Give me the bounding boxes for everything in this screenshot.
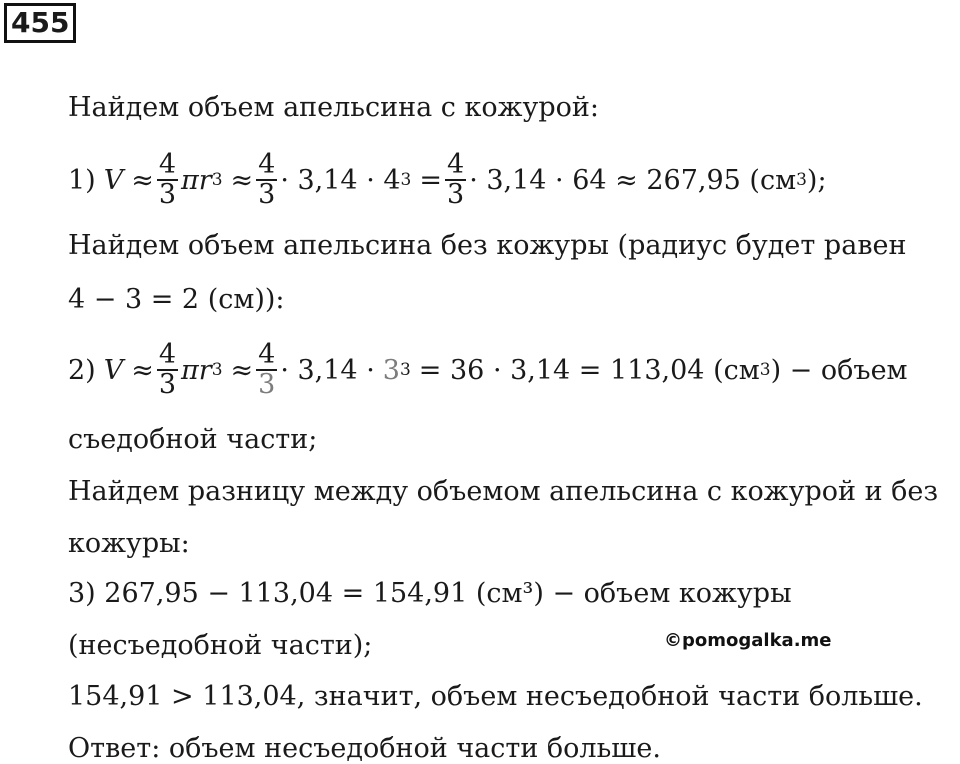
formula-line-2: 2) V ≈ $\frac{4}{3}$ πr 3 ≈ $\frac{4}{3}$ · 3,14 · 3 3 = 36 · 3,14 = 113,04 (см 3 ) − объем <box>68 338 908 400</box>
fraction-numerator: 4 <box>158 338 177 370</box>
problem-number: 455 <box>4 3 76 43</box>
fraction-numerator: 4 <box>447 148 465 180</box>
formula1-times-64: · 3,14 · 64 ≈ 267,95 (см <box>469 164 797 196</box>
formula2-rest: = 36 · 3,14 = 113,04 (см <box>418 354 760 386</box>
text-line-3: Найдем объем апельсина без кожуры (радиус будет равен <box>68 230 907 261</box>
formula2-approx: ≈ <box>131 354 154 386</box>
formula2-var: V <box>103 354 124 386</box>
formula2-three: 3 <box>382 354 400 386</box>
fraction-numerator: 4 <box>258 338 276 370</box>
watermark: ©pomogalka.me <box>664 630 832 651</box>
fraction-denominator: 3 <box>258 179 276 210</box>
formula2-times-314: · 3,14 · <box>280 354 375 386</box>
formula2-fraction-b <box>256 338 277 400</box>
formula-line-1: 1) V ≈ $\frac{4}{3}$ πr 3 ≈ $\frac{4}{3}$ · 3,14 · 4 3 = $\frac{4}{3}$ · 3,14 · 64 ≈ 267,95 (см 3 ); <box>68 148 827 210</box>
formula1-equals: = <box>419 164 442 196</box>
formula1-approx-2: ≈ <box>230 164 254 196</box>
formula2-fraction-a <box>157 338 178 400</box>
formula2-pi-r: πr <box>181 354 212 386</box>
formula1-fraction-b <box>256 148 277 210</box>
text-line-1: Найдем объем апельсина с кожурой: <box>68 92 599 123</box>
formula1-var: V <box>103 164 124 196</box>
text-line-7: Найдем разницу между объемом апельсина с кожурой и без <box>68 476 939 507</box>
text-line-9: 3) 267,95 − 113,04 = 154,91 (см³) − объем кожуры <box>68 578 792 609</box>
formula1-approx: ≈ <box>131 164 154 196</box>
text-line-4: 4 − 3 = 2 (см)): <box>68 284 285 315</box>
formula2-approx-2: ≈ <box>230 354 254 386</box>
formula1-close: ); <box>806 164 827 196</box>
formula1-fraction-c <box>445 148 466 210</box>
fraction-denominator: 3 <box>158 179 177 210</box>
formula2-prefix: 2) <box>68 354 96 386</box>
text-line-12: Ответ: объем несъедобной части больше. <box>68 733 661 764</box>
formula2-close: ) − объем <box>770 354 908 386</box>
fraction-denominator: 3 <box>158 369 177 400</box>
fraction-denominator: 3 <box>447 179 465 210</box>
fraction-numerator: 4 <box>158 148 177 180</box>
fraction-numerator: 4 <box>258 148 276 180</box>
text-line-11: 154,91 > 113,04, значит, объем несъедобной части больше. <box>68 681 923 712</box>
formula1-times-314: · 3,14 · 4 <box>280 164 401 196</box>
text-line-10: (несъедобной части); <box>68 630 373 661</box>
formula1-prefix: 1) <box>68 164 96 196</box>
text-line-6: съедобной части; <box>68 424 318 455</box>
fraction-denominator: 3 <box>258 369 276 400</box>
formula1-fraction-a <box>157 148 178 210</box>
text-line-8: кожуры: <box>68 528 190 559</box>
formula1-pi-r: πr <box>181 164 212 196</box>
